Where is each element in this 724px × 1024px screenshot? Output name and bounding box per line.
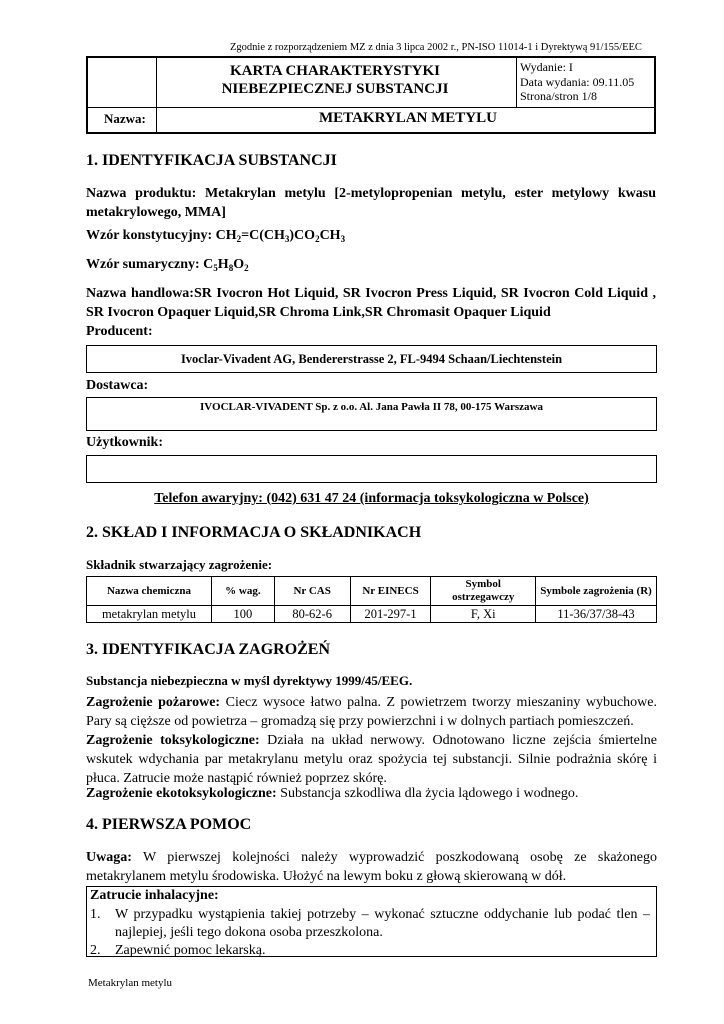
first-aid-note-text: W pierwszej kolejności należy wyprowadzić poszkodowaną osobę ze skażonego metakrylanem metylu środowiska. Ułożyć na lewym boku z głową skierowaną w dół. — [86, 850, 657, 884]
table-row — [87, 606, 657, 623]
emergency-phone: Telefon awaryjny: (042) 631 47 24 (informacja toksykologiczna w Polsce) — [154, 491, 589, 506]
document-title-line1: KARTA CHARAKTERYSTYKI — [230, 63, 440, 79]
table-cell: 11-36/37/38-43 — [536, 606, 657, 623]
table-cell: F, Xi — [431, 606, 536, 623]
section2-subheading: Składnik stwarzający zagrożenie: — [86, 557, 273, 572]
supplier-label: Dostawca: — [86, 378, 149, 393]
summary-formula: $C_5H_8O_2$ — [203, 257, 249, 273]
ecotoxicological-hazard-label: Zagrożenie ekotoksykologiczne: — [86, 786, 277, 801]
section1-heading: 1. IDENTYFIKACJA SUBSTANCJI — [86, 152, 337, 169]
product-name: Nazwa produktu: Metakrylan metylu [2-metylopropenian metylu, ester metylowy kwasu metakrylowego, MMA] — [86, 186, 656, 220]
section3-heading: 3. IDENTYFIKACJA ZAGROŻEŃ — [86, 641, 331, 658]
page-number: Strona/stron 1/8 — [520, 89, 597, 103]
column-header: Nr CAS — [274, 577, 350, 606]
fire-hazard — [86, 693, 657, 731]
column-header: Symbole zagrożenia (R) — [536, 577, 657, 606]
composition-table — [86, 576, 657, 623]
document-meta — [520, 60, 634, 104]
supplier-value: IVOCLAR-VIVADENT Sp. z o.o. Al. Jana Pawła II 78, 00-175 Warszawa — [200, 401, 543, 413]
ecotoxicological-hazard-text: Substancja szkodliwa dla życia lądowego i wodnego. — [276, 786, 579, 801]
inhalation-title: Zatrucie inhalacyjne: — [90, 888, 219, 903]
table-cell: 80-62-6 — [274, 606, 350, 623]
toxicological-hazard — [86, 731, 657, 788]
ecotoxicological-hazard — [86, 784, 657, 803]
first-aid-list — [90, 906, 650, 960]
first-aid-note-label: Uwaga: — [86, 850, 132, 865]
list-item — [90, 942, 650, 960]
column-header: % wag. — [211, 577, 274, 606]
regulation-note: Zgodnie z rozporządzeniem MZ z dnia 3 lipca 2002 r., PN-ISO 11014-1 i Dyrektywą 91/155/EEC — [230, 42, 642, 53]
summary-formula-label: Wzór sumaryczny: — [86, 257, 200, 272]
table-header-row — [87, 577, 657, 606]
column-header: Nazwa chemiczna — [87, 577, 212, 606]
column-header: Symbol ostrzegawczy — [431, 577, 536, 606]
fire-hazard-label: Zagrożenie pożarowe: — [86, 695, 221, 710]
document-title-line2: NIEBEZPIECZNEJ SUBSTANCJI — [221, 81, 449, 97]
toxicological-hazard-label: Zagrożenie toksykologiczne: — [86, 733, 260, 748]
structural-formula-row — [86, 228, 345, 244]
list-item-text: Zapewnić pomoc lekarską. — [115, 943, 266, 958]
trade-names: Nazwa handlowa:SR Ivocron Hot Liquid, SR Ivocron Press Liquid, SR Ivocron Cold Liquid , SR Ivocron Opaquer Liquid,SR Chroma Link,SR Chromasit Opaquer Liquid — [86, 286, 656, 320]
user-label: Użytkownik: — [86, 435, 164, 450]
summary-formula-row — [86, 257, 249, 273]
list-item-number: 1. — [90, 907, 101, 922]
first-aid-note — [86, 848, 657, 886]
name-label: Nazwa: — [104, 111, 146, 126]
table-cell: metakrylan metylu — [87, 606, 212, 623]
page-footer: Metakrylan metylu — [88, 977, 173, 989]
section4-heading: 4. PIERWSZA POMOC — [86, 816, 252, 833]
substance-name: METAKRYLAN METYLU — [319, 110, 497, 126]
toxicological-hazard-text: Działa na układ nerwowy. Odnotowano liczne zejścia śmiertelne wskutek wdychania par metakrylanu metylu oraz spożycia tej substancji. Silnie podrażnia skórę i płuca. Zatrucie może nastąpić również poprzez skórę. — [86, 733, 657, 786]
table-cell: 201-297-1 — [350, 606, 431, 623]
fire-hazard-text: Ciecz wysoce łatwo palna. Z powietrzem tworzy mieszaniny wybuchowe. Pary są cięższe od powietrza – gromadzą się przy powierzchni i w dolnych partiach pomieszczeń. — [86, 695, 657, 729]
list-item-number: 2. — [90, 943, 101, 958]
list-item — [90, 906, 650, 942]
structural-formula-label: Wzór konstytucyjny: — [86, 228, 213, 243]
producer-value: Ivoclar-Vivadent AG, Bendererstrasse 2, FL-9494 Schaan/Liechtenstein — [180, 352, 563, 366]
section2-heading: 2. SKŁAD I INFORMACJA O SKŁADNIKACH — [86, 524, 422, 541]
table-cell: 100 — [211, 606, 274, 623]
list-item-text: W przypadku wystąpienia takiej potrzeby – wykonać sztuczne oddychanie lub podać tlen – najlepiej, jeśli tego dokona osoba przeszkolona. — [115, 907, 650, 940]
issue-date: Data wydania: 09.11.05 — [520, 74, 635, 89]
directive-note: Substancja niebezpieczna w myśl dyrektywy 1999/45/EEG. — [86, 673, 413, 688]
structural-formula: $CH_2=C(CH_3)CO_2CH_3$ — [215, 228, 346, 244]
producer-label: Producent: — [86, 324, 153, 339]
edition: Wydanie: I — [520, 60, 573, 74]
user-box — [86, 455, 657, 483]
column-header: Nr EINECS — [350, 577, 431, 606]
